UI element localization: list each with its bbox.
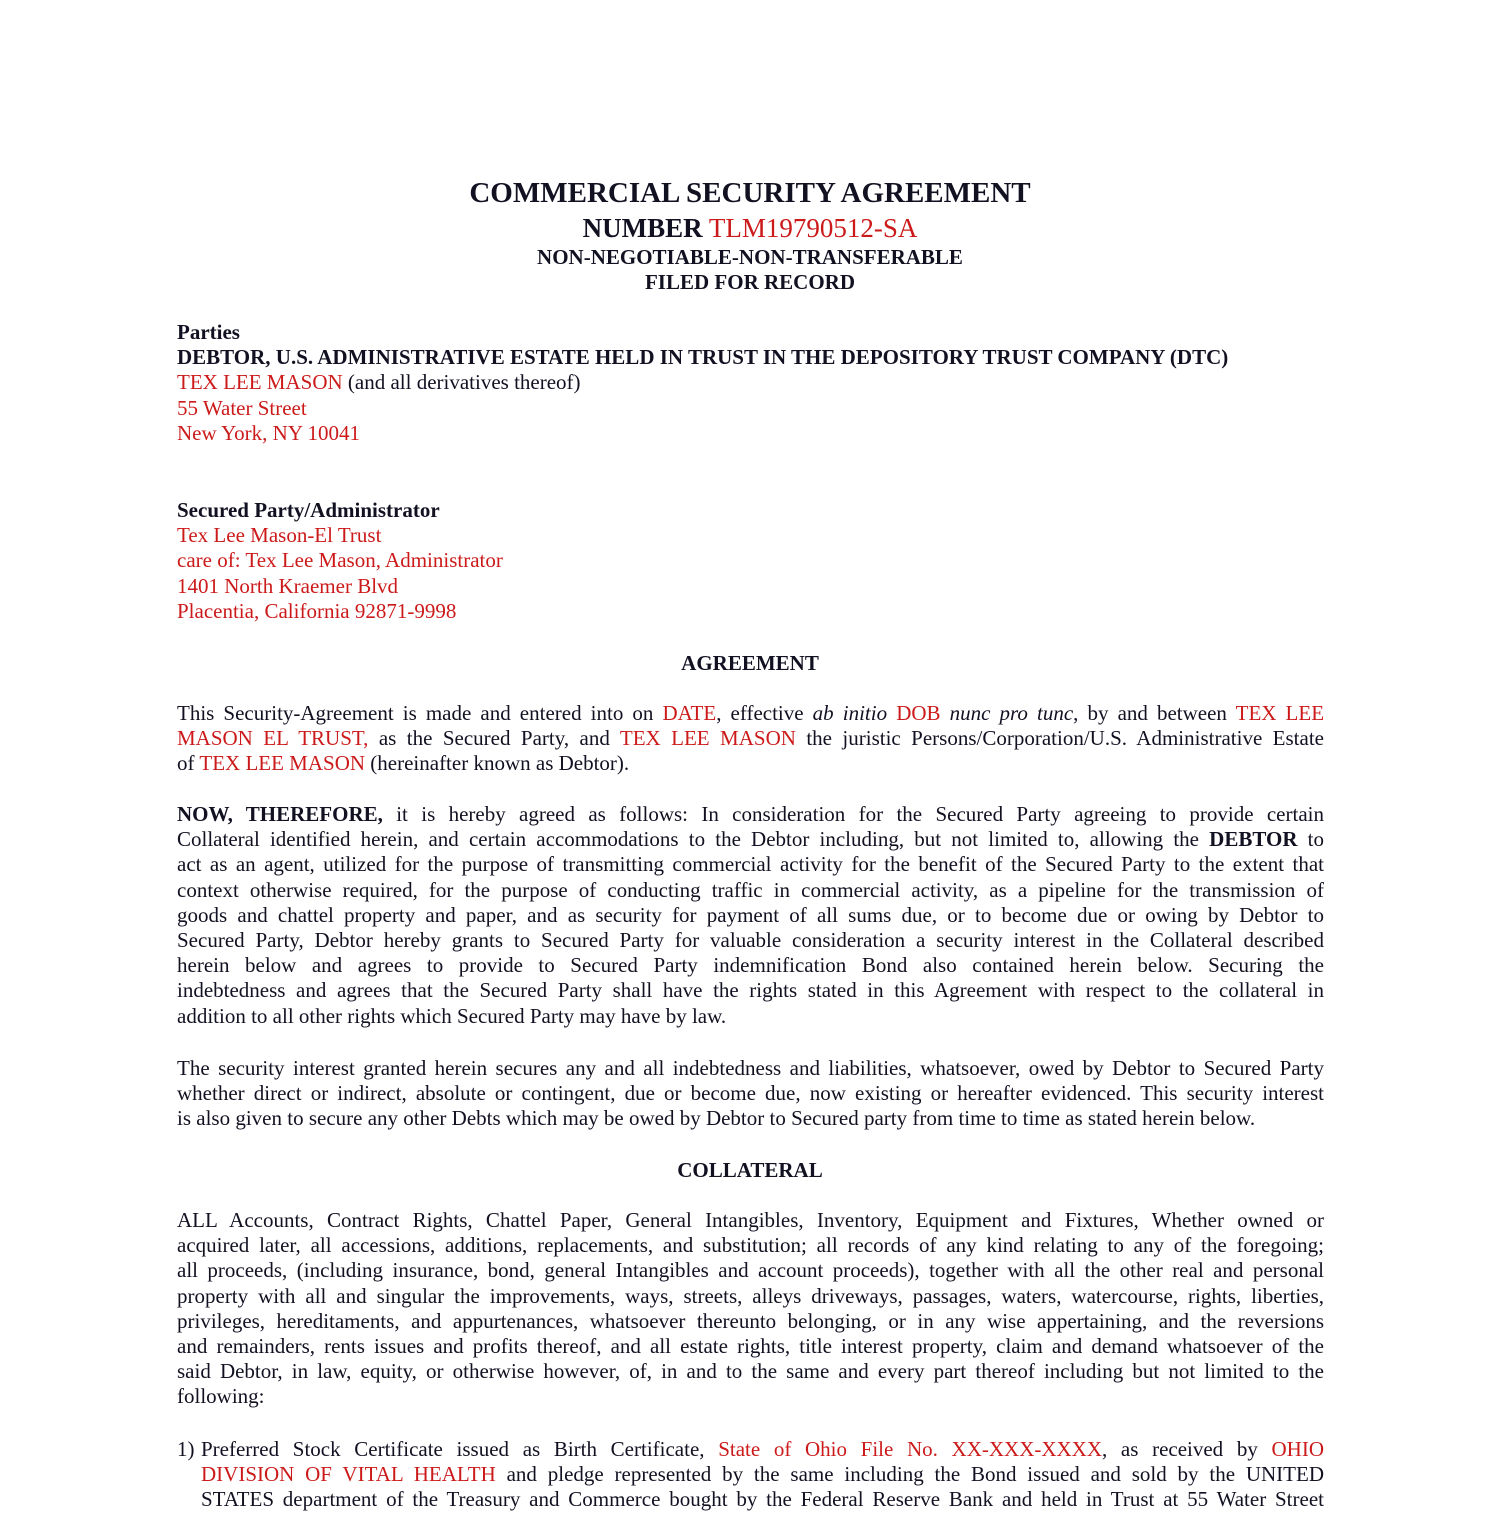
text-run: , as received by	[1102, 1437, 1272, 1461]
secured-party-heading: Secured Party/Administrator	[177, 498, 440, 522]
secured-party-line: care of: Tex Lee Mason, Administrator	[177, 548, 503, 573]
list-item-body	[201, 1437, 1324, 1513]
agency-name: OHIO	[1271, 1437, 1324, 1461]
paragraph-line: privileges, hereditaments, and appurtenances, whatsoever thereunto belonging, or in any wise appertaining, and the reversions	[177, 1308, 1324, 1333]
file-number: State of Ohio File No. XX-XXX-XXXX	[718, 1437, 1103, 1461]
paragraph-line: Secured Party, Debtor hereby grants to Secured Party for valuable consideration a security interest in the Collateral described	[177, 928, 1324, 953]
paragraph-line: act as an agent, utilized for the purpose of transmitting commercial activity for the benefit of the Secured Party to the extent that	[177, 852, 1324, 877]
dob-field: DOB	[896, 701, 941, 725]
debtor-bold: DEBTOR	[1209, 827, 1298, 852]
paragraph-line	[177, 726, 1324, 751]
debtor-name: TEX LEE MASON	[619, 726, 796, 751]
text-run: it is hereby agreed as follows: In consideration for the Secured Party agreeing to provide certain	[382, 802, 1324, 826]
latin-term: ab initio	[812, 701, 888, 725]
date-field: DATE	[662, 701, 717, 725]
debtor-address-2: New York, NY 10041	[177, 420, 360, 445]
text-run: , effective	[716, 701, 813, 725]
paragraph-line: acquired later, all accessions, additions, replacements, and substitution; all records of any kind relating to any of the foregoing;	[177, 1233, 1324, 1258]
text-run: This Security-Agreement is made and entered into on	[177, 701, 663, 725]
debtor-heading: DEBTOR, U.S. ADMINISTRATIVE ESTATE HELD IN TRUST IN THE DEPOSITORY TRUST COMPANY (DTC)	[177, 345, 1229, 370]
debtor-name: TEX LEE MASON	[177, 370, 343, 395]
parties-heading: Parties	[177, 320, 240, 344]
paragraph-line: all proceeds, (including insurance, bond, general Intangibles and account proceeds), together with all the other real and personal	[177, 1258, 1324, 1283]
agreement-paragraph-3	[177, 1056, 1324, 1132]
paragraph-line: following:	[177, 1384, 265, 1409]
agreement-paragraph-1	[177, 701, 1324, 777]
agreement-heading: AGREEMENT	[681, 651, 819, 675]
agency-name: DIVISION OF VITAL HEALTH	[201, 1462, 496, 1487]
text-run	[941, 701, 950, 725]
paragraph-line: herein below and agrees to provide to Secured Party indemnification Bond also contained herein below. Securing the	[177, 953, 1324, 978]
filed-for-record: FILED FOR RECORD	[644, 270, 855, 294]
latin-term: nunc pro tunc	[949, 701, 1074, 725]
debtor-name: TEX LEE MASON	[199, 751, 366, 776]
text-run: and pledge represented by the same including the Bond issued and sold by the UNITED	[495, 1462, 1324, 1487]
text-run: (hereinafter known as Debtor).	[365, 751, 630, 776]
number-value: TLM19790512-SA	[708, 213, 918, 243]
list-number: 1)	[177, 1437, 195, 1461]
text-run: as the Secured Party, and	[368, 726, 620, 751]
secured-party-line: 1401 North Kraemer Blvd	[177, 573, 399, 598]
collateral-heading: COLLATERAL	[677, 1158, 823, 1182]
agreement-number	[0, 212, 1500, 244]
collateral-paragraph	[177, 1208, 1324, 1410]
text-run: Preferred Stock Certificate issued as Birth Certificate,	[201, 1437, 719, 1461]
paragraph-line: and remainders, rents issues and profits thereof, and all estate rights, title interest property, claim and demand whatsoever of the	[177, 1334, 1324, 1359]
paragraph-line: said Debtor, in law, equity, or otherwise however, of, in and to the same and every part thereof including but not limited to the	[177, 1359, 1324, 1384]
paragraph-line: addition to all other rights which Secured Party may have by law.	[177, 1003, 727, 1028]
text-run: Collateral identified herein, and certain accommodations to the Debtor including, but not limited to, allowing the	[177, 827, 1210, 852]
debtor-address-1: 55 Water Street	[177, 395, 307, 420]
paragraph-line: whether direct or indirect, absolute or contingent, due or become due, now existing or hereafter evidenced. This security interest	[177, 1081, 1324, 1106]
text-run: of	[177, 751, 200, 776]
paragraph-line: The security interest granted herein secures any and all indebtedness and liabilities, whatsoever, owed by Debtor to Secured Party	[177, 1056, 1324, 1080]
parties-section	[177, 320, 1324, 446]
text-run: the juristic Persons/Corporation/U.S. Administrative Estate	[795, 726, 1324, 751]
paragraph-line	[177, 802, 1324, 827]
document-title: COMMERCIAL SECURITY AGREEMENT	[469, 177, 1031, 209]
text-run: to	[1297, 827, 1324, 852]
paragraph-line: ALL Accounts, Contract Rights, Chattel Paper, General Intangibles, Inventory, Equipment and Fixtures, Whether owned or	[177, 1208, 1324, 1232]
paragraph-line	[201, 1437, 1324, 1462]
agreement-paragraph-2	[177, 802, 1324, 1029]
paragraph-line: context otherwise required, for the purpose of conducting traffic in commercial activity, as a pipeline for the transmission of	[177, 877, 1324, 902]
debtor-name-line	[177, 370, 1324, 395]
now-therefore: NOW, THEREFORE,	[177, 802, 383, 826]
document-subtitle: NON-NEGOTIABLE-NON-TRANSFERABLE	[537, 245, 963, 269]
number-label: NUMBER	[582, 213, 703, 243]
paragraph-line: STATES department of the Treasury and Commerce bought by the Federal Reserve Bank and held in Trust at 55 Water Street	[201, 1487, 1324, 1512]
text-run: , by and between	[1073, 701, 1236, 725]
paragraph-line	[201, 1462, 1324, 1487]
trust-name: MASON EL TRUST,	[177, 726, 369, 751]
trust-name: TEX LEE	[1235, 701, 1325, 725]
paragraph-line: is also given to secure any other Debts which may be owed by Debtor to Secured party from time to time as stated herein below.	[177, 1106, 1256, 1131]
paragraph-line: indebtedness and agrees that the Secured Party shall have the rights stated in this Agreement with respect to the collateral in	[177, 978, 1324, 1003]
paragraph-line	[177, 701, 1324, 726]
paragraph-line	[177, 751, 1324, 776]
paragraph-line: property with all and singular the improvements, ways, streets, alleys driveways, passages, waters, watercourse, rights, liberties,	[177, 1283, 1324, 1308]
secured-party-section	[177, 498, 1324, 624]
secured-party-line: Tex Lee Mason-El Trust	[177, 523, 382, 548]
secured-party-line: Placentia, California 92871-9998	[177, 598, 457, 623]
debtor-name-suffix: (and all derivatives thereof)	[342, 370, 581, 395]
paragraph-line	[177, 827, 1324, 852]
text-run	[887, 701, 896, 725]
paragraph-line: goods and chattel property and paper, and as security for payment of all sums due, or to become due or owing by Debtor to	[177, 902, 1324, 927]
